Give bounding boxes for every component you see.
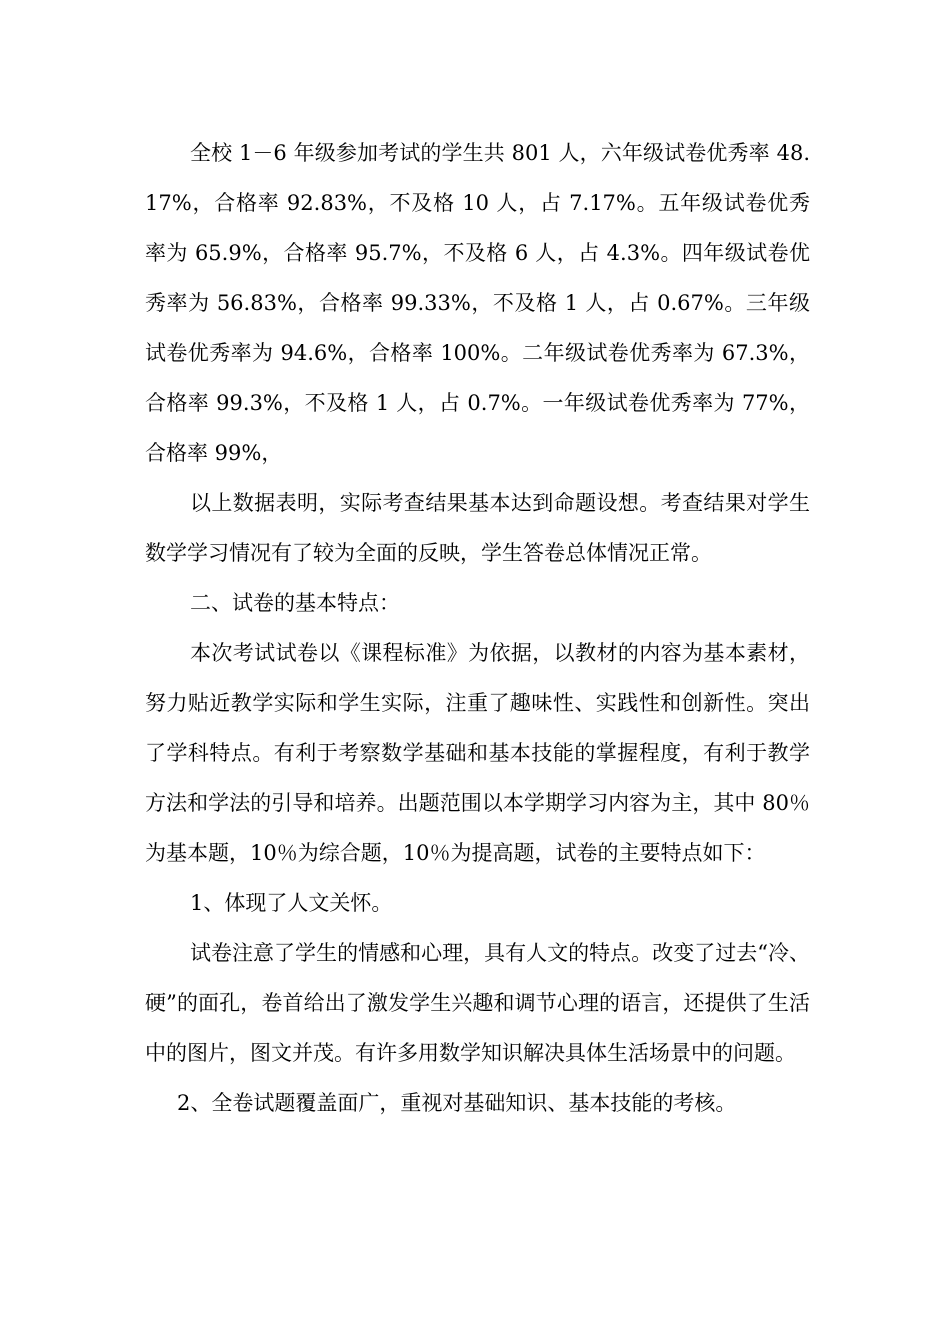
paragraph-humanistic-details: 试卷注意了学生的情感和心理，具有人文的特点。改变了过去“冷、硬”的面孔，卷首给出了激发学生兴趣和调节心理的语言，还提供了生活中的图片，图文并茂。有许多用数学知识解决具体生活场景中的问题。 [145,941,810,1065]
section-heading-paper-features: 二、试卷的基本特点： [190,591,400,615]
paragraph-paper-overview: 本次考试试卷以《课程标准》为依据，以教材的内容为基本素材，努力贴近教学实际和学生实际，注重了趣味性、实践性和创新性。突出了学科特点。有利于考察数学基础和基本技能的掌握程度，有利于教学方法和学法的引导和培养。出题范围以本学期学习内容为主，其中 80％为基本题，10％为综合题，10％为提高题，试卷的主要特点如下： [145,641,810,865]
paragraph-data-conclusion: 以上数据表明，实际考查结果基本达到命题设想。考查结果对学生数学学习情况有了较为全面的反映，学生答卷总体情况正常。 [145,491,810,565]
list-item-broad-coverage: 2、全卷试题覆盖面广，重视对基础知识、基本技能的考核。 [177,1091,737,1115]
document-body [145,128,810,1128]
paragraph-exam-statistics: 全校 1－6 年级参加考试的学生共 801 人，六年级试卷优秀率 48.17%，合格率 92.83%，不及格 10 人，占 7.17%。五年级试卷优秀率为 65.9%，合格率 95.7%，不及格 6 人，占 4.3%。四年级试卷优秀率为 56.83%，合格率 99.33%，不及格 1 人，占 0.67%。三年级试卷优秀率为 94.6%，合格率 100%。二年级试卷优秀率为 67.3%，合格率 99.3%，不及格 1 人，占 0.7%。一年级试卷优秀率为 77%，合格率 99%， [145,141,810,465]
list-item-humanistic-care: 1、体现了人文关怀。 [190,891,393,915]
